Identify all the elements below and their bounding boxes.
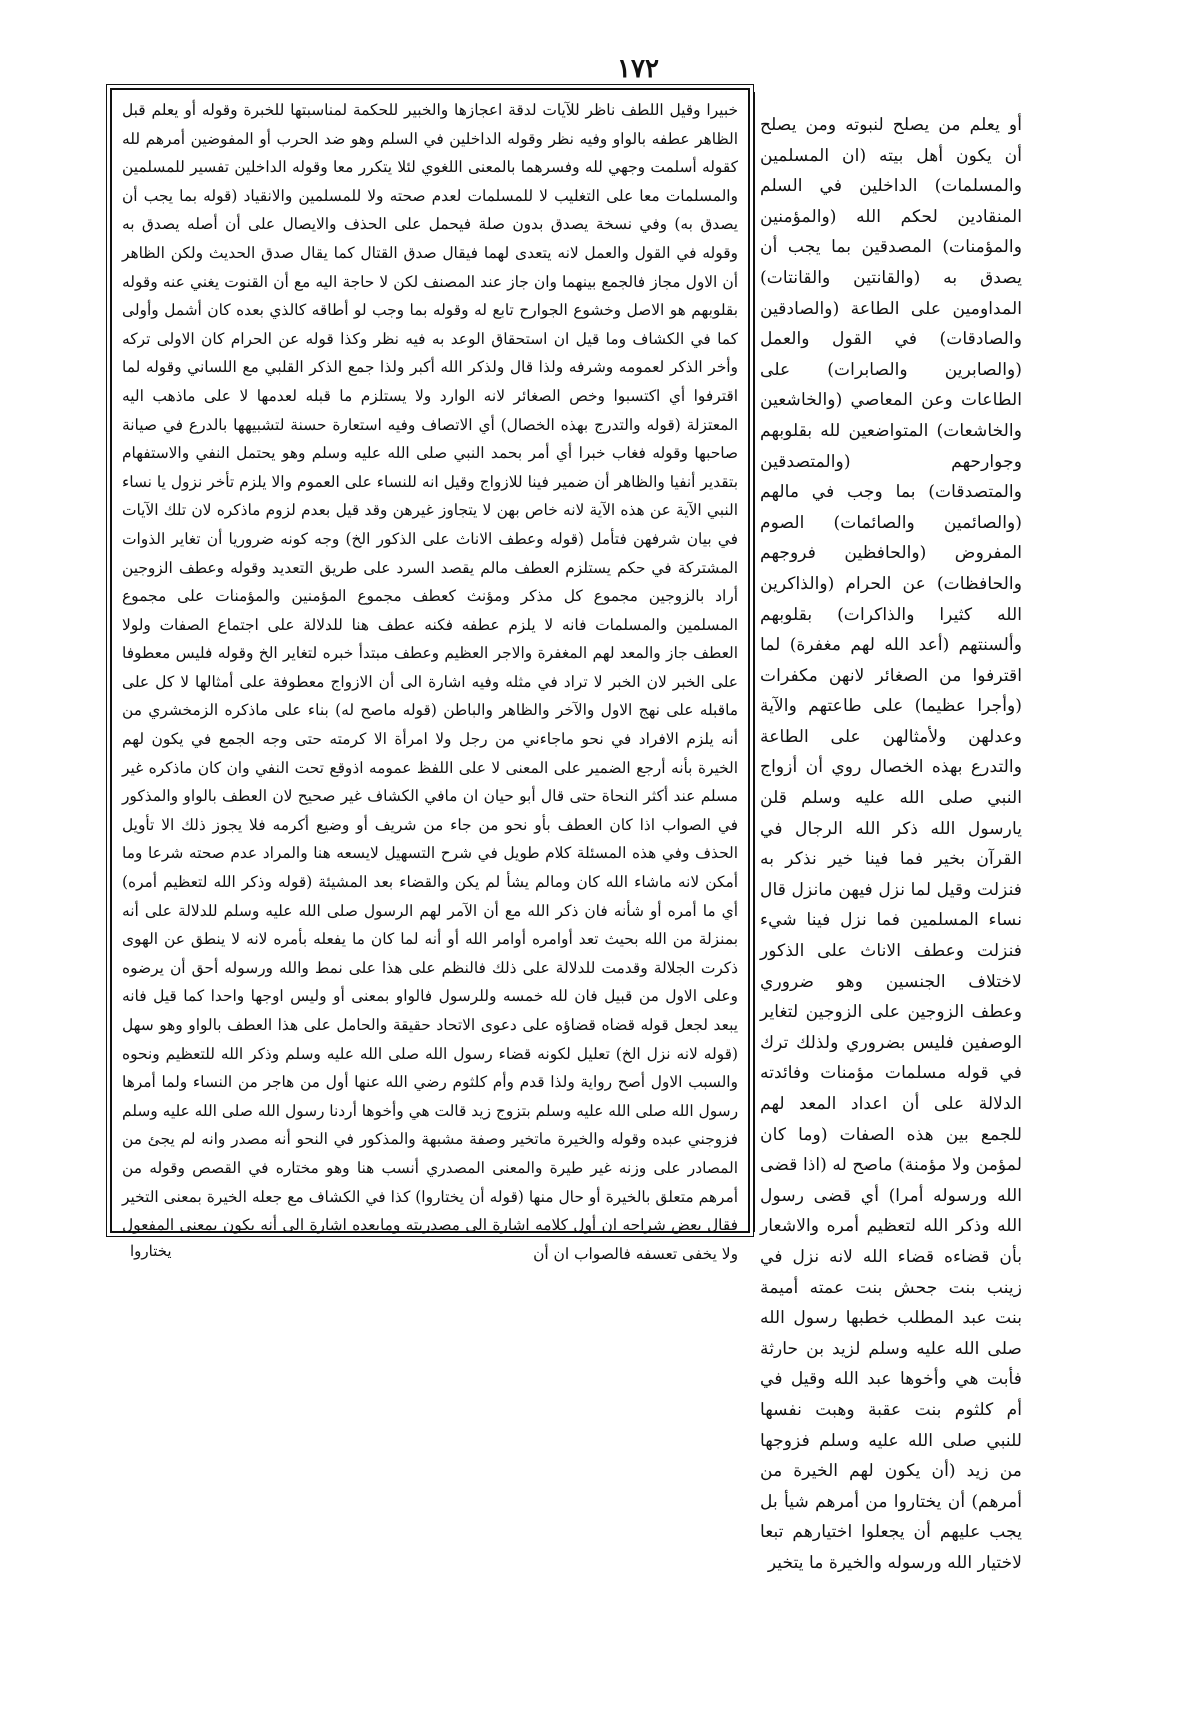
main-commentary-frame (110, 88, 750, 1263)
main-commentary-text: خبيرا وقيل اللطف ناظر للآيات لدقة اعجازها والخبير للحكمة لمناسبتها للخبرة وقوله أو يعلم قبل الظاهر عطفه بالواو وفيه نظر وقوله الداخلين في السلم وهو ضد الحرب أو المفوضين أمرهم لله كقوله أسلمت وجهي لله وفسرهما بالمعنى اللغوي لئلا يتكرر معا وقوله الداخلين تفسير للمسلمين والمسلمات معا على التغليب لا للمسلمات لعدم صحته ولا للمسلمين والانقياد (قوله بما يجب أن يصدق به) وفي نسخة يصدق بدون صلة فيحمل على الحذف والايصال على أن أصله يصدق به وقوله في القول والعمل لانه يتعدى لهما فيقال صدق القتال كما يقال صدق الحديث ولكن الظاهر أن الاول مجاز فالجمع بينهما وان جاز عند المصنف لكن لا حاجة اليه مع أن القنوت يغني عنه وقوله بقلوبهم هو الاصل وخشوع الجوارح تابع له وقوله بما وجب لو أطاقه كالذي بعده كان أشمل وأولى كما في الكشاف وما قيل ان استحقاق الوعد به فيه نظر وكذا قوله عن الحرام كان الاولى تركه وأخر الذكر لعمومه وشرفه ولذا قال ولذكر الله أكبر ولذا جمع الذكر القلبي مع اللساني وقوله لما اقترفوا أي اكتسبوا وخص الصغائر لانه الوارد ولا يستلزم ما قبله لعدمها لا على ماذهب اليه المعتزلة (قوله والتدرج بهذه الخصال) أي الاتصاف وفيه استعارة حسنة لتشبيهها بالدرع في صيانة صاحبها وقوله فغاب خبرا أي أمر بحمد النبي صلى الله عليه وسلم وهو يحتمل النفي والاستفهام بتقدير أنفيا والظاهر أن ضمير فينا للازواج وقيل انه للنساء على العموم والا يلزم تأخر نزول يا نساء النبي الآية عن هذه الآية لانه خاص بهن لا يتجاوز غيرهن وقد قيل بعدم لزوم ماذكره لان تلك الآيات في بيان شرفهن فتأمل (قوله وعطف الاناث على الذكور الخ) وجه كونه ضروريا أن تغاير الذوات المشتركة في حكم يستلزم العطف مالم يقصد السرد على طريق التعديد وقوله وعطف الزوجين أراد بالزوجين مجموع كل مذكر ومؤنث كعطف مجموع المؤمنين والمؤمنات على مجموع المسلمين والمسلمات فانه لا يلزم عطفه فكنه عطف هنا للدلالة على اجتماع الصفات ولولا العطف جاز والمعد لهم المغفرة والاجر العظيم وعطف مبتدأ خبره لتغاير الخ وقوله فليس معطوفا على الخبر لان الخبر لا تراد في مثله وفيه اشارة الى أن الازواج معطوفة على أمثالها لا كل على ماقبله على نهج الاول والآخر والظاهر والباطن (قوله ماصح له) بناء على ماذكره الزمخشري من أنه يلزم الافراد في نحو ماجاءني من رجل ولا امرأة الا كرمته حتى وجه الجمع في يكون لهم الخيرة بأنه أرجع الضمير على المعنى لا على اللفظ عمومه اذوقع تحت النفي وان كان ماذكره غير مسلم عند أكثر النحاة حتى قال أبو حيان ان مافي الكشاف غير صحيح لان العطف بالواو والمذكور في الصواب اذا كان العطف بأو نحو من جاء من شريف أو وضيع أكرمه فلا يجوز ذلك الا تأويل الحذف وفي هذه المسئلة كلام طويل في شرح التسهيل لايسعه هنا والمراد عدم صحته شرعا وما أمكن لانه ماشاء الله كان ومالم يشأ لم يكن والقضاء بعد المشيئة (قوله وذكر الله لتعظيم أمره) أي ما أمره أو شأنه فان ذكر الله مع أن الآمر لهم الرسول صلى الله عليه وسلم للدلالة على أنه بمنزلة من الله بحيث تعد أوامره أوامر الله أو أنه لما كان ما يفعله بأمره لانه لا ينطق عن الهوى ذكرت الجلالة وقدمت للدلالة على ذلك فالنظم على هذا على نمط والله ورسوله أحق أن يرضوه وعلى الاول من قبيل فان لله خمسه وللرسول فالواو بمعنى أو وليس اوجها واحدا كما قيل فانه يبعد لجعل قوله قضاه قضاؤه على دعوى الاتحاد حقيقة والحامل على هذا العطف بالواو وهو سهل (قوله لانه نزل الخ) تعليل لكونه قضاء رسول الله صلى الله عليه وسلم وذكر الله للتعظيم ونحوه والسبب الاول أصح رواية ولذا قدم وأم كلثوم رضي الله عنها أول من هاجر من النساء ولما أمرها رسول الله صلى الله عليه وسلم بتزوج زيد قالت هي وأخوها أردنا رسول الله صلى الله عليه وسلم فزوجني عبده وقوله والخيرة ماتخير وصفة مشبهة والمذكور في النحو أنه مصدر وانه لم يجئ من المصادر على وزنه غير طيرة والمعنى المصدري أنسب هنا وهو مختاره في القصص وقوله من أمرهم متعلق بالخيرة أو حال منها (قوله أن يختاروا) كذا في الكشاف مع جعله الخيرة بمعنى التخير فقال بعض شراحه ان أول كلامه اشارة الى مصدريته ومابعده اشارة الى أنه يكون بمعنى المفعول ولا يخفى تعسفه فالصواب ان أن (122, 101, 738, 1263)
column-divider (754, 92, 755, 1232)
side-quran-text: أو يعلم من يصلح لنبوته ومن يصلح أن يكون أهل بيته (ان المسلمين والمسلمات) الداخلين في السلم المنقادين لحكم الله (والمؤمنين والمؤمنات) المصدقين بما يجب أن يصدق به (والقانتين والقانتات) المداومين على الطاعة (والصادقين والصادقات) في القول والعمل (والصابرين والصابرات) على الطاعات وعن المعاصي (والخاشعين والخاشعات) المتواضعين لله بقلوبهم وجوارحهم (والمتصدقين والمتصدقات) بما وجب في مالهم (والصائمين والصائمات) الصوم المفروض (والحافظين فروجهم والحافظات) عن الحرام (والذاكرين الله كثيرا والذاكرات) بقلوبهم وألسنتهم (أعد الله لهم مغفرة) لما اقترفوا من الصغائر لانهن مكفرات (وأجرا عظيما) على طاعتهم والآية وعدلهن ولأمثالهن على الطاعة والتدرع بهذه الخصال روي أن أزواج النبي صلى الله عليه وسلم قلن يارسول الله ذكر الله الرجال في القرآن بخير فما فينا خير نذكر به فنزلت وقيل لما نزل فيهن مانزل قال نساء المسلمين فما نزل فينا شيء فنزلت وعطف الاناث على الذكور لاختلاف الجنسين وهو ضروري وعطف الزوجين على الزوجين لتغاير الوصفين فليس بضروري ولذلك ترك في قوله مسلمات مؤمنات وفائدته الدلالة على أن اعداد المعد لهم للجمع بين هذه الصفات (وما كان لمؤمن ولا مؤمنة) ماصح له (اذا قضى الله ورسوله أمرا) أي قضى رسول الله وذكر الله لتعظيم أمره والاشعار بأن قضاءه قضاء الله لانه نزل في زينب بنت جحش بنت عمته أميمة بنت عبد المطلب خطبها رسول الله صلى الله عليه وسلم لزيد بن حارثة فأبت هي وأخوها عبد الله وقيل في أم كلثوم بنت عقبة وهبت نفسها للنبي صلى الله عليه وسلم فزوجها من زيد (أن يكون لهم الخيرة من أمرهم) أن يختاروا من أمرهم شيأ بل يجب عليهم أن يجعلوا اختيارهم تبعا لاختيار الله ورسوله والخيرة ما يتخير (760, 115, 1022, 1573)
main-commentary-column (122, 96, 738, 1263)
page-number: ١٧٢ (617, 54, 659, 84)
catchword: يختاروا (130, 1242, 172, 1260)
side-quran-column (760, 110, 1022, 1573)
